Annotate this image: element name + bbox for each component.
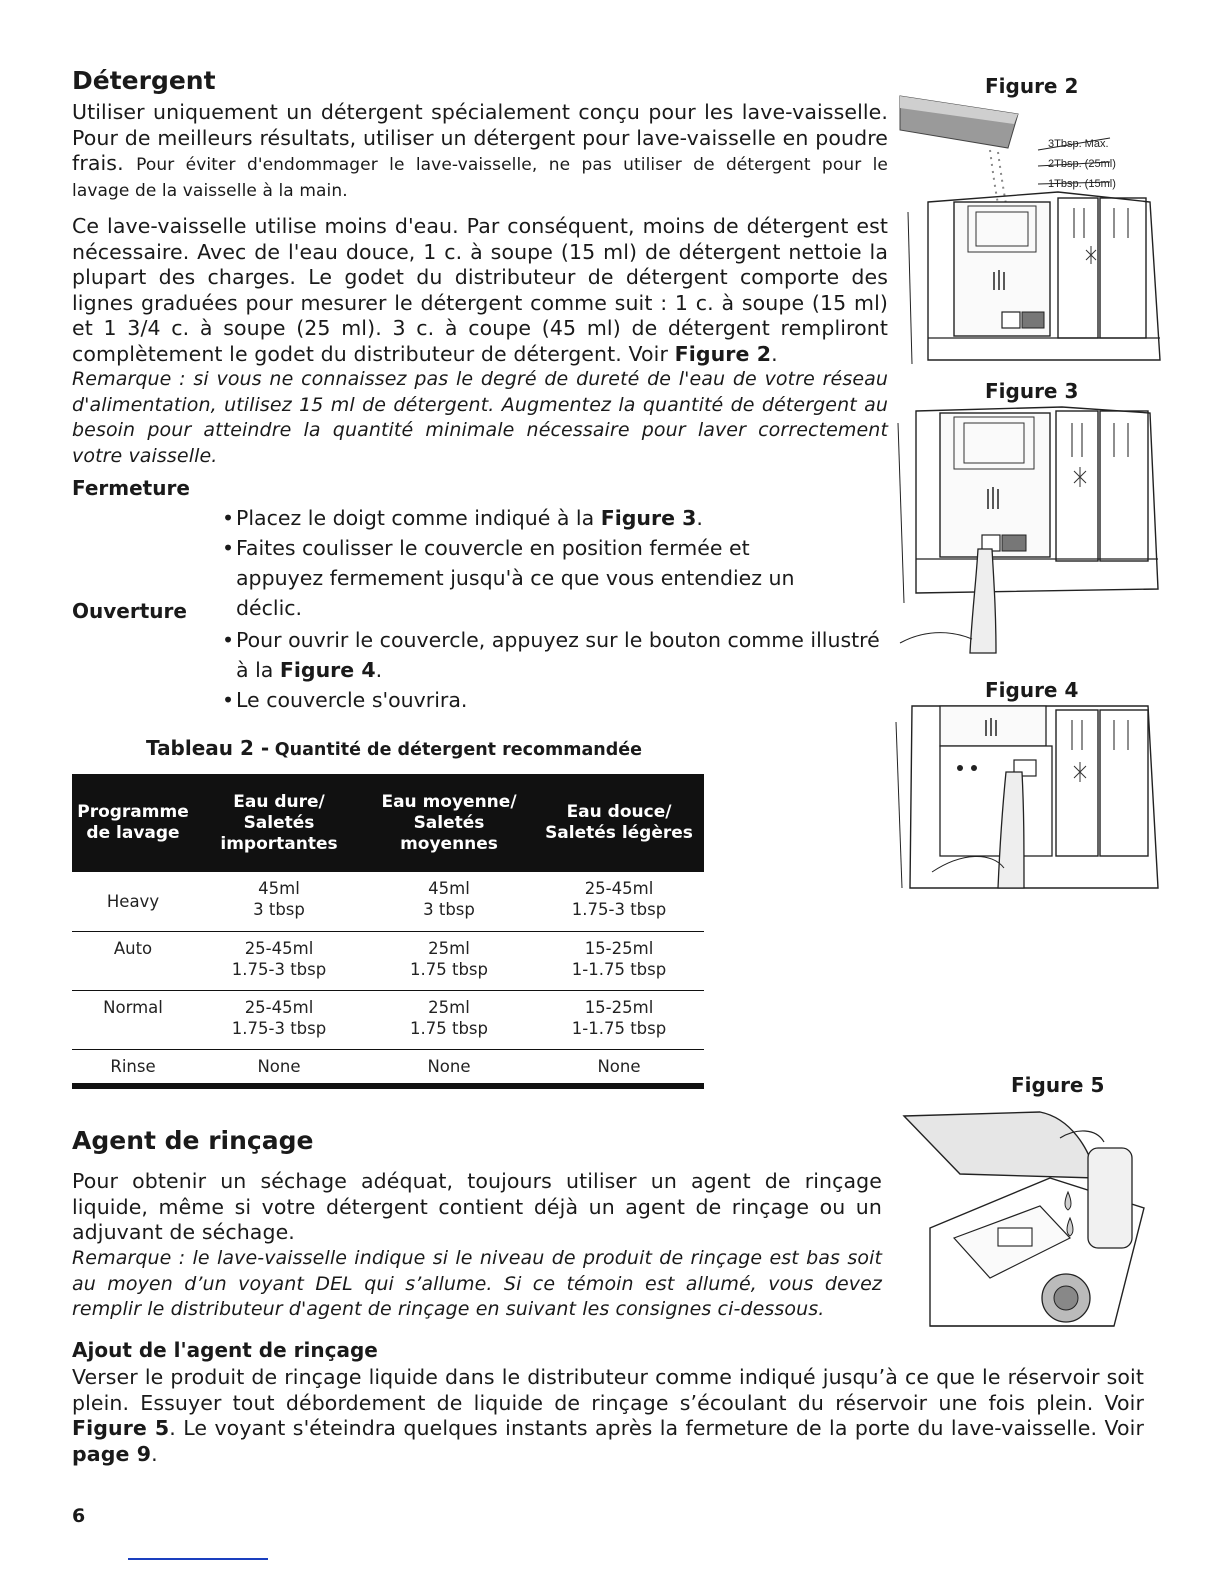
figure-4-image <box>892 702 1164 890</box>
table-row <box>72 872 704 931</box>
fermeture-b1-figure-ref: Figure 3 <box>600 506 697 530</box>
table-row <box>72 990 704 1049</box>
table-caption-title: Quantité de détergent recommandée <box>274 740 643 760</box>
figure-2-mark-2tbsp: 2Tbsp. (25ml) <box>1048 158 1116 170</box>
footer-rule <box>128 1558 268 1560</box>
rincage-paragraph-1: Pour obtenir un séchage adéquat, toujours utiliser un agent de rinçage liquide, même si votre détergent contient déjà un agent de rinçage ou un adjuvant de séchage. <box>72 1169 882 1244</box>
section-title-rincage: Agent de rinçage <box>72 1126 314 1155</box>
figure-5-image <box>900 1108 1154 1338</box>
figure-2-image <box>898 92 1164 364</box>
table-cell-moyenne: None <box>427 1056 471 1076</box>
figure-2-mark-1tbsp: 1Tbsp. (15ml) <box>1048 178 1116 190</box>
opening-lid-button-illustration <box>892 702 1164 890</box>
rincage-p2-c: . <box>151 1441 158 1466</box>
detergent-dispenser-pouring-illustration <box>898 92 1164 364</box>
detergent-paragraph-2 <box>72 214 888 367</box>
table-row <box>72 931 704 990</box>
fermeture-b1-text: Placez le doigt comme indiqué à la <box>236 506 595 530</box>
detergent-p1-line1: Utiliser uniquement un détergent spécialement conçu pour les lave-vaisselle. <box>72 100 888 124</box>
ouverture-bullet-1 <box>222 625 886 685</box>
fermeture-bullet-2: • Faites coulisser le couvercle en position fermée et appuyez fermement jusqu'à ce que vous entendiez un déclic. <box>222 533 862 623</box>
subhead-ajout-rincage: Ajout de l'agent de rinçage <box>72 1338 378 1362</box>
table-cell-dure: None <box>257 1056 301 1076</box>
figure-2-mark-max: 3Tbsp. Max. <box>1048 138 1109 150</box>
table-header-eau-dure: Eau dure/ Saletés importantes <box>194 774 364 872</box>
detergent-note: Remarque : si vous ne connaissez pas le degré de dureté de l'eau de votre réseau d'alimentation, utilisez 15 ml de détergent. Augmentez la quantité de détergent au besoin pour atteindre la quantité minimale nécessaire pour laver correctement votre vaisselle. <box>72 368 888 467</box>
ouverture-b1-end: . <box>375 658 383 682</box>
section-title-detergent: Détergent <box>72 66 216 95</box>
detergent-table-wrapper <box>72 774 704 1089</box>
table-header-eau-moyenne: Eau moyenne/ Saletés moyennes <box>364 774 534 872</box>
detergent-p1-line2: Pour de meilleurs résultats, utiliser un détergent pour lave-vaisselle en poudre <box>72 125 888 150</box>
detergent-p1-line3a: frais. <box>72 151 124 175</box>
ouverture-b1-text: Pour ouvrir le couvercle, appuyez sur le bouton comme illustré à la <box>236 628 880 682</box>
detergent-p2-figure-ref: Figure 2 <box>674 341 772 366</box>
detergent-p1-line3b: Pour éviter d'endommager le lave-vaisselle, ne pas utiliser de détergent pour le <box>136 155 888 175</box>
table-row <box>72 1049 704 1086</box>
fermeture-bullet-1 <box>222 503 862 533</box>
figure-3-label: Figure 3 <box>985 379 1079 403</box>
fermeture-list <box>222 503 862 623</box>
detergent-p1-line4: lavage de la vaisselle à la main. <box>72 180 348 201</box>
table-caption <box>146 736 642 760</box>
table-cell-dure: 45ml 3 tbsp <box>253 879 305 919</box>
table-cell-program: Rinse <box>110 1056 156 1076</box>
detergent-paragraph-1 <box>72 100 888 204</box>
table-header-eau-douce: Eau douce/ Saletés légères <box>534 774 704 872</box>
figure-5-label: Figure 5 <box>1011 1073 1105 1097</box>
table-cell-moyenne: 45ml 3 tbsp <box>423 879 475 919</box>
table-cell-douce: 15-25ml 1-1.75 tbsp <box>571 997 667 1038</box>
page-number: 6 <box>72 1505 86 1527</box>
closing-lid-finger-illustration <box>892 403 1164 655</box>
table-cell-dure: 25-45ml 1.75-3 tbsp <box>231 938 327 979</box>
subhead-fermeture: Fermeture <box>72 476 190 500</box>
table-cell-douce: None <box>597 1056 641 1076</box>
fermeture-b1-end: . <box>696 506 703 530</box>
figure-3-image <box>892 403 1164 655</box>
table-cell-program: Auto <box>113 938 153 958</box>
ouverture-b1-figure-ref: Figure 4 <box>279 658 376 682</box>
detergent-p1-line3 <box>72 151 888 179</box>
ouverture-bullet-2: • Le couvercle s'ouvrira. <box>222 685 886 715</box>
rincage-p2-page-ref: page 9 <box>72 1441 152 1466</box>
ouverture-list <box>222 625 886 715</box>
table-cell-douce: 25-45ml 1.75-3 tbsp <box>571 879 667 919</box>
table-header-row <box>72 774 704 872</box>
table-cell-moyenne: 25ml 1.75 tbsp <box>410 938 488 979</box>
detergent-p2-text: Ce lave-vaisselle utilise moins d'eau. Par conséquent, moins de détergent est nécessaire. Avec de l'eau douce, 1 c. à soupe (15 ml) de détergent nettoie la plupart des charges. Le godet du distributeur de détergent comporte des lignes graduées pour mesurer le détergent comme suit : 1 c. à soupe (15 ml) et 1 3/4 c. à soupe (25 ml). 3 c. à coupe (45 ml) de détergent rempliront complètement le godet du distributeur de détergent. Voir <box>72 214 888 366</box>
rinse-aid-pouring-illustration <box>900 1108 1154 1338</box>
figure-2-label: Figure 2 <box>985 74 1079 98</box>
rincage-p2-figure-ref: Figure 5 <box>72 1416 170 1440</box>
table-cell-program: Normal <box>103 997 163 1017</box>
detergent-table <box>72 774 704 1089</box>
table-cell-dure: 25-45ml 1.75-3 tbsp <box>231 997 327 1038</box>
rincage-p2-b: . Le voyant s'éteindra quelques instants après la fermeture de la porte du lave-vaisselle. Voir <box>169 1416 1144 1440</box>
table-caption-prefix: Tableau 2 - <box>146 736 270 760</box>
table-cell-moyenne: 25ml 1.75 tbsp <box>410 997 488 1038</box>
detergent-p2-end: . <box>771 341 778 366</box>
table-cell-program: Heavy <box>106 891 160 911</box>
rincage-paragraph-2 <box>72 1365 1144 1467</box>
table-header-programme: Programme de lavage <box>72 774 194 872</box>
rincage-p2-a: Verser le produit de rinçage liquide dans le distributeur comme indiqué jusqu’à ce que le réservoir soit plein. Essuyer tout débordement de liquide de rinçage s’écoulant du réservoir une fois plein. Voir <box>72 1365 1144 1415</box>
figure-4-label: Figure 4 <box>985 678 1079 702</box>
subhead-ouverture: Ouverture <box>72 599 187 623</box>
table-cell-douce: 15-25ml 1-1.75 tbsp <box>571 938 667 979</box>
rincage-note: Remarque : le lave-vaisselle indique si le niveau de produit de rinçage est bas soit au moyen d’un voyant DEL qui s’allume. Si ce témoin est allumé, vous devez remplir le distributeur d'agent de rinçage en suivant les consignes ci-dessous. <box>72 1247 882 1320</box>
